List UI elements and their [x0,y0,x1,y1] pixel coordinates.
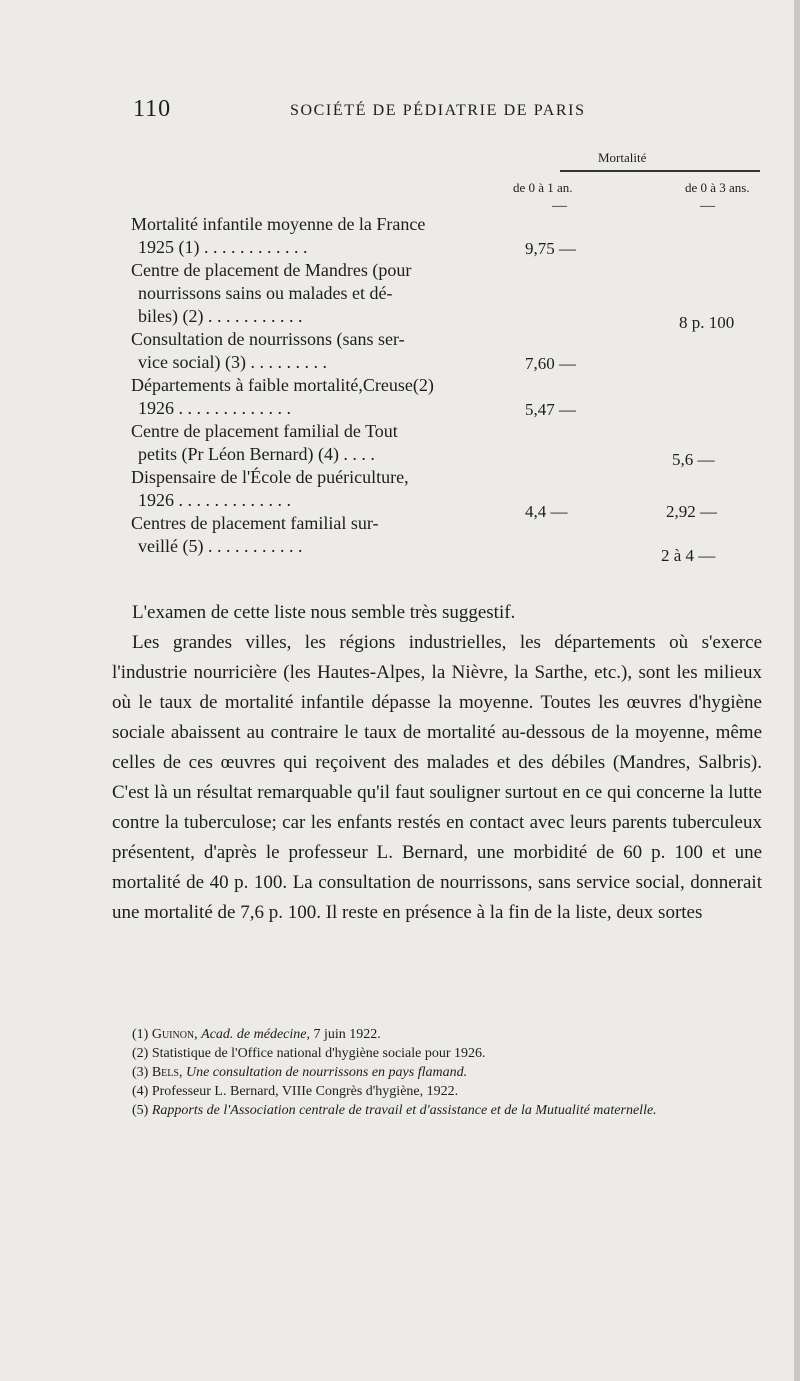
mortality-title: Mortalité [598,150,647,165]
footnote-number: (3) [132,1065,149,1080]
row-label-line: Consultation de nourrissons (sans ser- [131,329,405,349]
row-label-line: 1925 (1) . . . . . . . . . . . . [138,237,308,257]
footnote [112,1025,762,1044]
value-0-3-years: 8 p. 100 [679,313,735,332]
footnote-title: Une consultation de nourrissons en pays flamand. [185,1065,468,1080]
row-label-line: Centre de placement de Mandres (pour [131,260,412,280]
column-dash-mark: — [700,198,715,214]
value-0-1-year: 9,75 — [525,239,576,258]
footnote-text: 7 juin 1922. [310,1027,381,1042]
column-header-0-3-years: de 0 à 3 ans. [685,180,750,195]
row-label [131,466,491,512]
row-label-line: Centres de placement familial sur- [131,513,379,533]
footnotes [112,1025,762,1120]
value-0-1-year: 5,47 — [525,400,576,419]
value-0-1-year: 7,60 — [525,354,576,373]
paragraph: Les grandes villes, les régions industrielles, les départements où s'exerce l'industrie nourricière (les Hautes-Alpes, la Nièvre, la Sarthe, etc.), sont les milieux où le taux de mortalité infantile dépasse la moyenne. Toutes les œuvres d'hygiène sociale abaissent au contraire le taux de mortalité au-dessous de la moyenne, même celles de ces œuvres qui reçoivent des malades et des débiles (Mandres, Salbris). C'est là un résultat remarquable qu'il faut souligner surtout en ce qui concerne la lutte contre la tuberculose; car les enfants restés en contact avec leurs parents tuberculeux présentent, d'après le professeur L. Bernard, une morbidité de 60 p. 100 et une mortalité de 40 p. 100. La consultation de nourrissons, sans service social, donnerait une mortalité de 7,6 p. 100. Il reste en présence à la fin de la liste, deux sortes [112,632,762,923]
running-title: SOCIÉTÉ DE PÉDIATRIE DE PARIS [290,102,586,119]
running-head [0,96,800,126]
footnote [112,1082,762,1101]
row-label [131,420,491,466]
row-label-line: nourrissons sains ou malades et dé- [138,283,393,303]
mortality-column-header [513,150,780,220]
row-label [131,328,491,374]
value-0-3-years: 2,92 — [666,502,717,521]
footnote-number: (4) [132,1084,149,1099]
body-text [112,598,762,928]
row-label-line: petits (Pr Léon Bernard) (4) . . . . [138,444,375,464]
footnote [112,1044,762,1063]
row-label-line: Dispensaire de l'École de puériculture, [131,467,409,487]
footnote-title: Rapports de l'Association centrale de travail et d'assistance et de la Mutualité maternelle. [151,1103,657,1118]
page-edge [794,0,800,1381]
header-brace [560,170,760,172]
footnote-text: Professeur L. Bernard, VIIIe Congrès d'hygiène, 1922. [151,1084,459,1099]
column-header-0-1-year: de 0 à 1 an. [513,180,573,195]
row-label-line: veillé (5) . . . . . . . . . . . [138,536,303,556]
page-number: 110 [133,96,172,122]
row-label-line: Départements à faible mortalité,Creuse(2) [131,375,434,395]
value-0-1-year: 4,4 — [525,502,568,521]
footnote [112,1063,762,1082]
footnote-number: (5) [132,1103,149,1118]
row-label-line: vice social) (3) . . . . . . . . . [138,352,327,372]
footnote [112,1101,762,1120]
footnote-title: Acad. de médecine, [201,1027,310,1042]
row-label-line: biles) (2) . . . . . . . . . . . [138,306,303,326]
footnote-author: Guinon, [151,1027,198,1042]
column-dash-mark: — [552,198,567,214]
row-label [131,374,491,420]
footnote-number: (2) [132,1046,149,1061]
footnote-number: (1) [132,1027,149,1042]
row-label [131,259,491,328]
footnote-text: Statistique de l'Office national d'hygiène sociale pour 1926. [151,1046,486,1061]
footnote-author: Bels, [151,1065,183,1080]
row-label-line: 1926 . . . . . . . . . . . . . [138,490,291,510]
row-label-line: 1926 . . . . . . . . . . . . . [138,398,291,418]
row-label-line: Mortalité infantile moyenne de la France [131,214,426,234]
value-0-3-years: 2 à 4 — [661,546,716,565]
row-label-line: Centre de placement familial de Tout [131,421,398,441]
row-label [131,213,491,259]
row-label [131,512,491,558]
value-0-3-years: 5,6 — [672,450,715,469]
paragraph: L'examen de cette liste nous semble très suggestif. [132,602,516,623]
